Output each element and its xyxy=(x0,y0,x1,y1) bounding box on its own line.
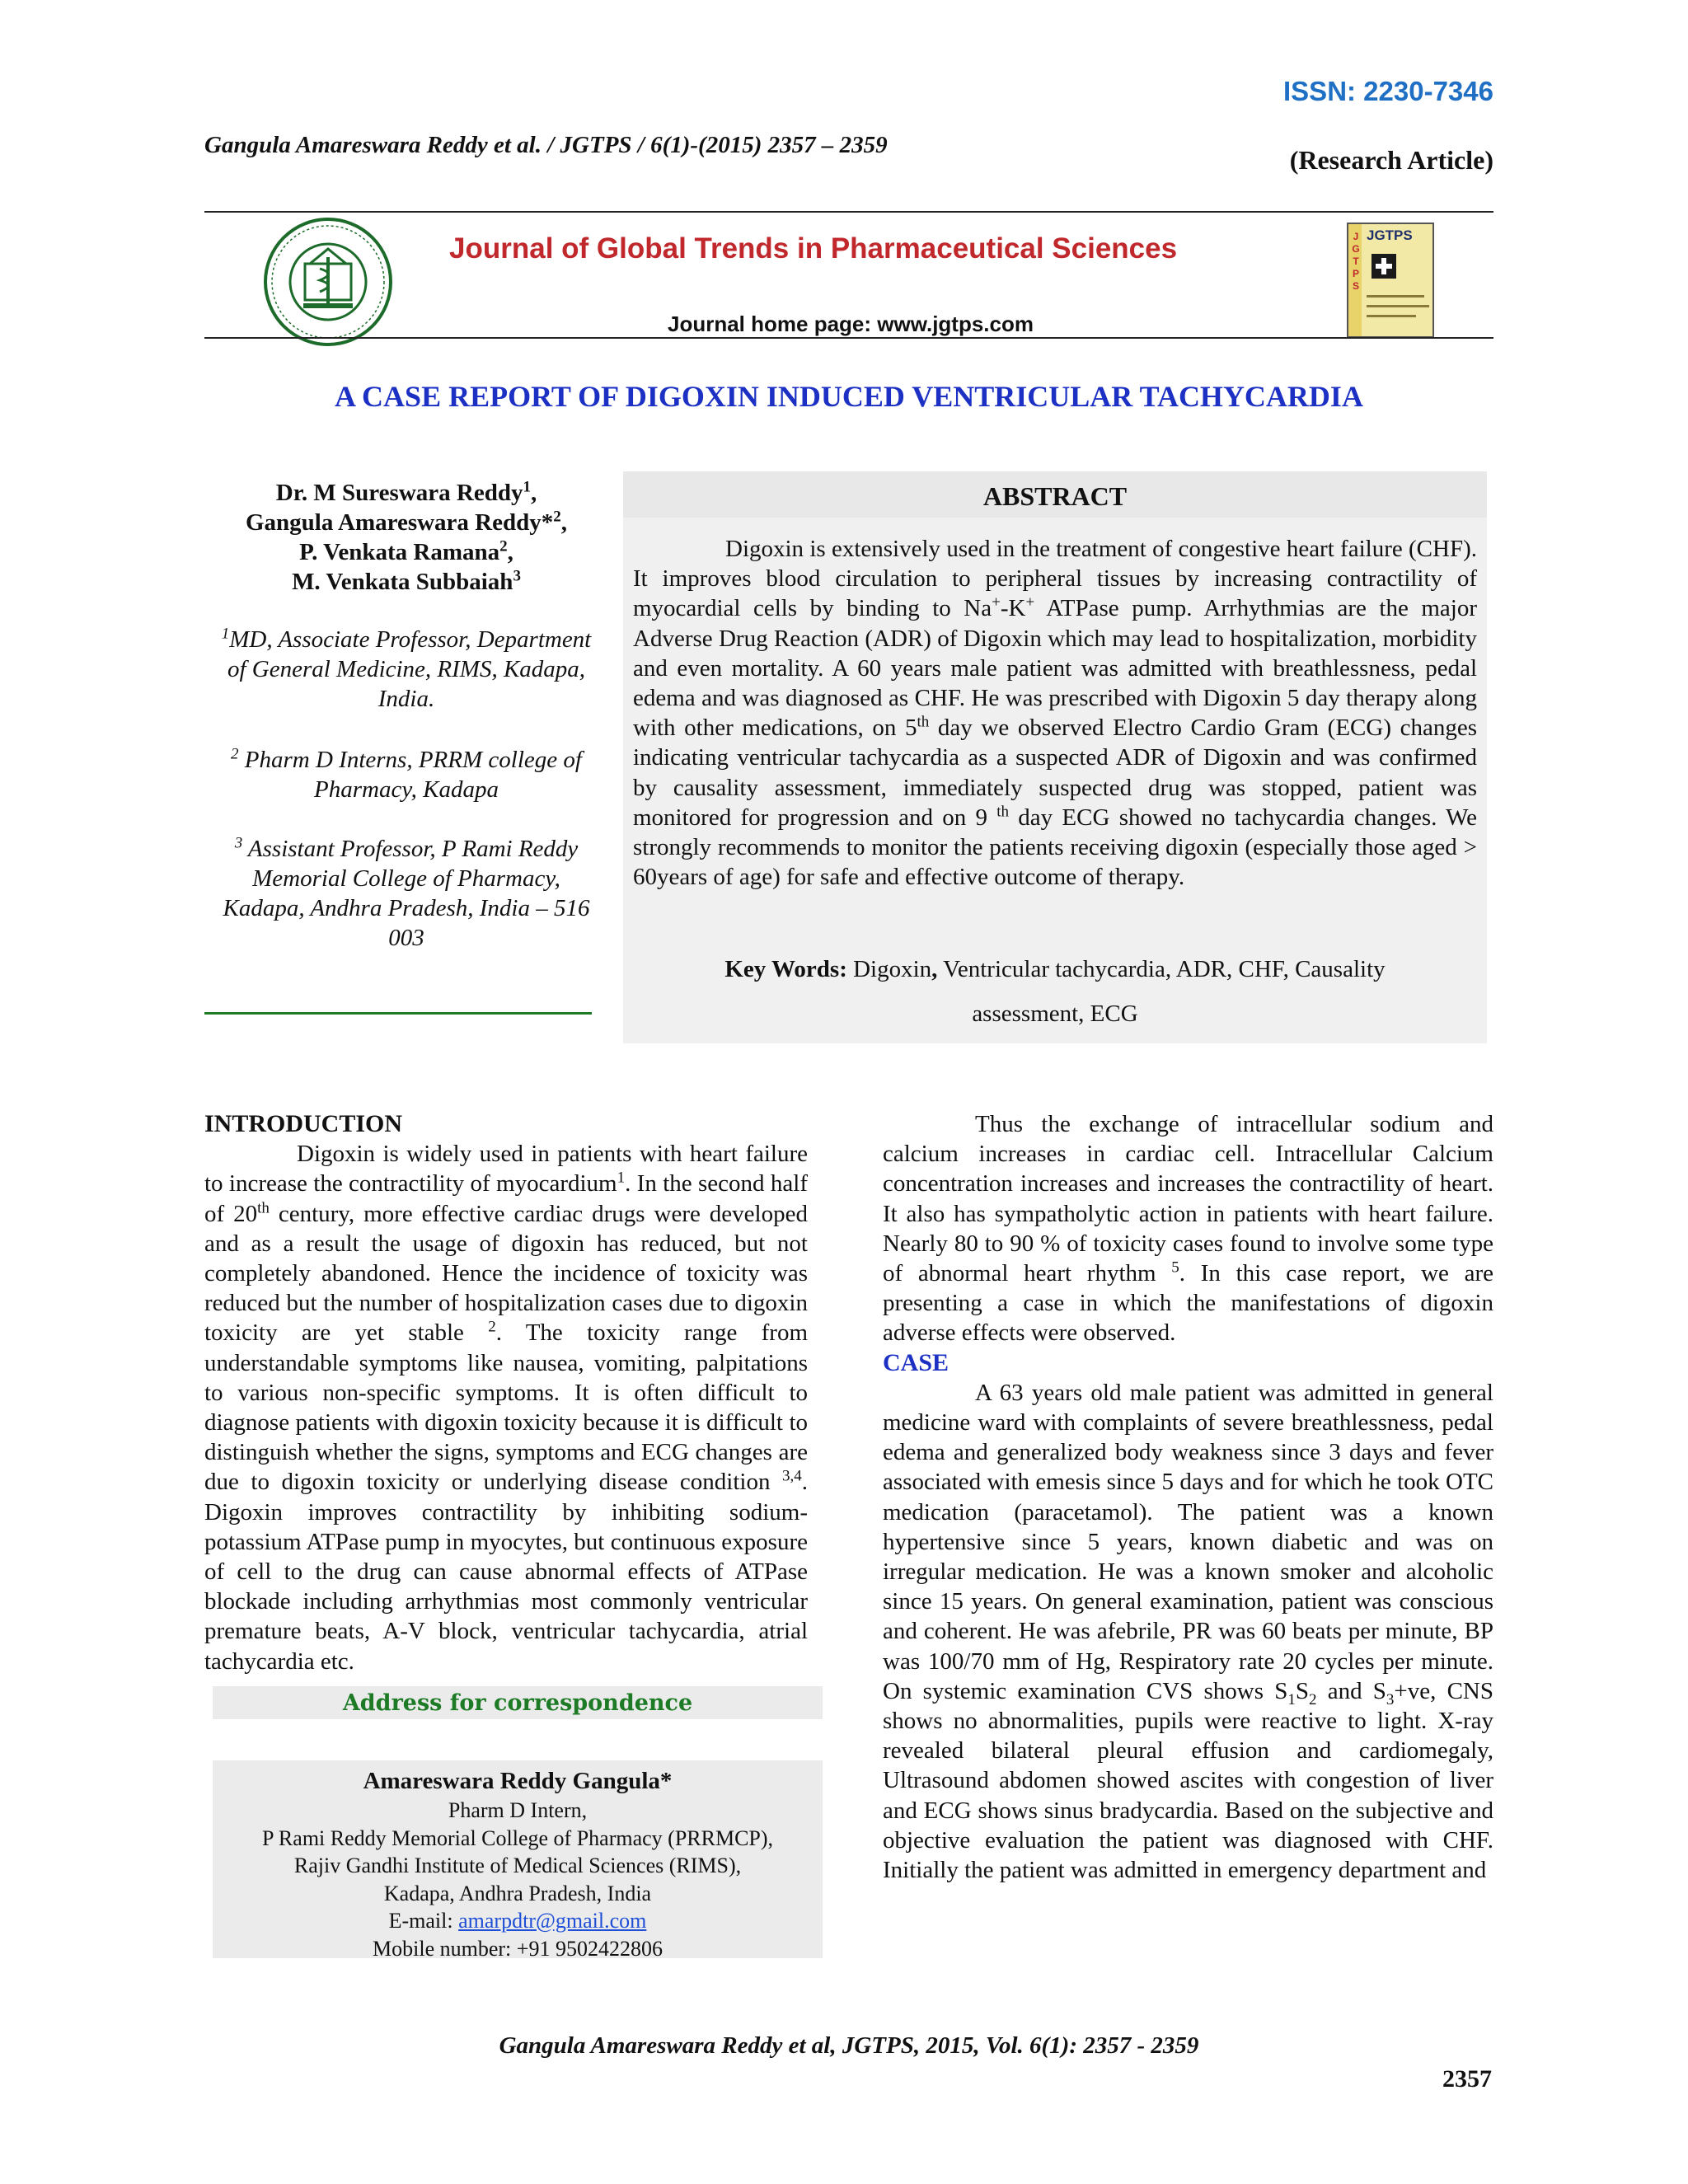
correspondence-email-line: E-mail: amarpdtr@gmail.com xyxy=(388,1909,647,1933)
running-head: Gangula Amareswara Reddy et al. / JGTPS / 6(1)-(2015) 2357 – 2359 xyxy=(204,132,888,158)
case-paragraph: A 63 years old male patient was admitted in general medicine ward with complaints of severe breathlessness, pedal edema and generalized body weakness since 3 days and fever associated with emesis since 5 days and for which he took OTC medication (paracetamol). The patient was a known hypertensive since 5 years, known diabetic and was on irregular medication. He was a known smoker and alcoholic since 15 years. On general examination, patient was conscious and coherent. He was afebrile, PR was 60 beats per minute, BP was 100/70 mm of Hg, Respiratory rate 20 cycles per minute. On systemic examination CVS shows $S_1S_2$ and $S_3+ve$, CNS shows no abnormalities, pupils were reactive to light. X-ray revealed bilateral pleural effusion and cardiomegaly, Ultrasound abdomen showed ascites with congestion of liver and ECG shows sinus bradycardia. Based on the subjective and objective evaluation the patient was diagnosed with CHF. Initially the patient was admitted in emergency department and xyxy=(883,1379,1493,1884)
cover-line xyxy=(1367,315,1416,317)
footer-citation: Gangula Amareswara Reddy et al, JGTPS, 2015, Vol. 6(1): 2357 - 2359 xyxy=(499,2032,1199,2059)
journal-home-page: Journal home page: www.jgtps.com xyxy=(668,312,1034,336)
abstract-heading: ABSTRACT xyxy=(623,471,1487,518)
abstract-text: Digoxin is extensively used in the treatment of congestive heart failure (CHF). It improves blood circulation to peripheral tissues by increasing contractility of myocardial cells by binding to Na+-K+ ATPase pump. Arrhythmias are the major Adverse Drug Reaction (ADR) of Digoxin which may lead to hospitalization, morbidity and even mortality. A 60 years male patient was admitted with breathlessness, pedal edema and was diagnosed as CHF. He was prescribed with Digoxin 5 day therapy along with other medications, on 5th day we observed Electro Cardio Gram (ECG) changes indicating ventricular tachycardia as a suspected ADR of Digoxin and was confirmed by causality assessment, immediately suspected drug was stopped, patient was monitored for progression and on 9 $^{th}$ day ECG showed no tachycardia changes. We strongly recommends to monitor the patients receiving digoxin (especially those aged > 60years of age) for safe and effective outcome of therapy. xyxy=(633,536,1478,891)
keywords: Key Words: Digoxin, Ventricular tachycardia, ADR, CHF, Causality assessment, ECG xyxy=(724,956,1386,1027)
introduction-continued: Thus the exchange of intracellular sodium and calcium increases in cardiac cell. Intracellular Calcium concentration increases and increases the contractility of heart. It also has sympatholytic action in patients with heart failure. Nearly 80 to 90 % of toxicity cases found to involve some type of abnormal heart rhythm $^5$. In this case report, we are presenting a case in which the manifestations of digoxin adverse effects were observed. xyxy=(883,1111,1493,1347)
cover-vertical-letters: J G T P S xyxy=(1352,231,1360,292)
correspondence-box xyxy=(213,1760,823,1961)
correspondence-heading: Address for correspondence xyxy=(213,1686,823,1719)
affiliation-1: $^1$MD, Associate Professor, Department of General Medicine, RIMS, Kadapa, India. xyxy=(221,625,592,712)
journal-title: Journal of Global Trends in Pharmaceutical Sciences xyxy=(449,232,1178,265)
author: M. Venkata Subbaiah$^3$ xyxy=(292,567,521,595)
introduction-section xyxy=(204,1109,808,1676)
author: P. Venkata Ramana$^2$, xyxy=(299,537,513,565)
cover-line xyxy=(1367,305,1429,307)
article-type: (Research Article) xyxy=(1289,145,1493,175)
correspondence-line: Rajiv Gandhi Institute of Medical Sciences (RIMS), xyxy=(293,1854,742,1877)
author: Gangula Amareswara Reddy*$^2$, xyxy=(245,508,567,536)
journal-cover-thumbnail xyxy=(1347,223,1434,338)
affiliation-3: $^3$ Assistant Professor, P Rami Reddy Memorial College of Pharmacy, Kadapa, Andhra Pradesh, India – 516 003 xyxy=(223,834,590,951)
cover-line xyxy=(1367,295,1424,298)
right-column xyxy=(883,1109,1493,1885)
journal-seal-logo xyxy=(262,216,394,348)
medical-cross-icon xyxy=(1372,254,1396,279)
correspondence-line: Kadapa, Andhra Pradesh, India xyxy=(383,1881,652,1905)
author-divider xyxy=(204,1012,592,1015)
correspondence-name: Amareswara Reddy Gangula* xyxy=(363,1768,673,1794)
page-number: 2357 xyxy=(1442,2065,1492,2093)
introduction-paragraph: Digoxin is widely used in patients with heart failure to increase the contractility of myocardium$^1$. In the second half of 20th century, more effective cardiac drugs were developed and as a result the usage of digoxin has reduced, but not completely abandoned. Hence the incidence of toxicity was reduced but the number of hospitalization cases due to digoxin toxicity are yet stable $^2$. The toxicity range from understandable symptoms like nausea, vomiting, palpitations to various non-specific symptoms. It is often difficult to diagnose patients with digoxin toxicity because it is difficult to distinguish whether the signs, symptoms and ECG changes are due to digoxin toxicity or underlying disease condition $^{3,4}$. Digoxin improves contractility by inhibiting sodium-potassium ATPase pump in myocytes, but continuous exposure of cell to the drug can cause abnormal effects of ATPase blockade including arrhythmias most commonly ventricular premature beats, A-V block, ventricular tachycardia, atrial tachycardia etc. xyxy=(204,1141,809,1675)
correspondence-mobile: Mobile number: +91 9502422806 xyxy=(373,1936,663,1961)
author-list xyxy=(213,478,600,597)
affiliation-2: $^2$ Pharm D Interns, PRRM college of Pharmacy, Kadapa xyxy=(231,745,582,803)
author: Dr. M Sureswara Reddy$^1$, xyxy=(275,478,537,506)
paper-title: A CASE REPORT OF DIGOXIN INDUCED VENTRICULAR TACHYCARDIA xyxy=(335,380,1363,413)
case-heading: CASE xyxy=(883,1348,950,1376)
introduction-heading: INTRODUCTION xyxy=(204,1110,403,1137)
email-link[interactable]: amarpdtr@gmail.com xyxy=(458,1909,647,1933)
correspondence-line: Pharm D Intern, xyxy=(448,1798,588,1822)
issn: ISSN: 2230-7346 xyxy=(1283,76,1493,106)
cover-abbrev: JGTPS xyxy=(1367,227,1413,243)
header-bottom-rule xyxy=(204,337,1493,339)
correspondence-line: P Rami Reddy Memorial College of Pharmacy (PRRMCP), xyxy=(261,1825,774,1850)
header-top-rule xyxy=(204,211,1493,213)
